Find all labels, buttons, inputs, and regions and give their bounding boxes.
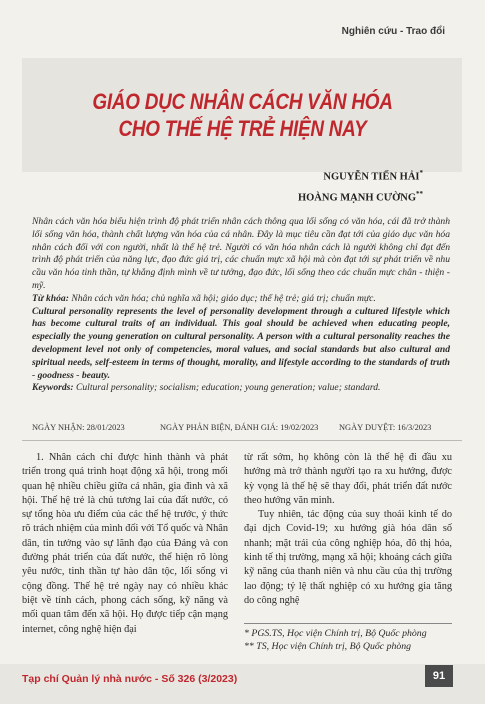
footnote-divider — [244, 623, 452, 624]
keywords-vietnamese: Từ khóa: Nhân cách văn hóa; chủ nghĩa xã hội; giáo dục; thế hệ trẻ; giá trị; chuẩn mực. — [32, 292, 376, 304]
journal-footer: Tạp chí Quản lý nhà nước - Số 326 (3/2023) — [22, 673, 238, 685]
title-line-1: GIÁO DỤC NHÂN CÁCH VĂN HÓA — [92, 89, 393, 114]
body-column-right — [244, 451, 452, 608]
date-reviewed: NGÀY PHẢN BIỆN, ĐÁNH GIÁ: 19/02/2023 — [160, 423, 319, 432]
author-2: HOÀNG MẠNH CƯỜNG** — [297, 189, 423, 203]
date-received: NGÀY NHẬN: 28/01/2023 — [32, 423, 125, 432]
body-paragraph: 1. Nhân cách chỉ được hình thành và phát triển trong quá trình hoạt động xã hội, trong mối quan hệ nhiều chiều giữa cá nhân, gia đình và xã hội. Thế hệ trẻ là chủ tương lai của đất nước, có sự tổng hòa ưu điểm của các thế hệ trước, ý thức rõ trách nhiệm của mình đối với Tổ quốc và Nhân dân, tin tưởng vào sự lãnh đạo của Đảng và con đường phát triển của đất nước, thể hiện rõ lòng yêu nước, tinh thần tự hào dân tộc, lối sống vì cộng đồng. Thế hệ trẻ ngày nay có nhiều khác biệt về tính cách, phong cách sống, kỹ năng và mối quan tâm đến xã hội. Họ được tiếp cận mạng internet, công nghệ hiện đại — [22, 452, 228, 635]
dates-divider — [22, 440, 462, 441]
abstract-english: Cultural personality represents the level of personality development through a cultured lifestyle which has become cultural traits of an individual. This goal should be achieved when educating people, especially the young generation on cultural personality. A person with a cultural personality reaches the development level not only of competencies, moral values, and social standards but also cultural and spiritual needs, self-esteem in terms of thought, morality, and lifestyle according to the standards of truth - goodness - beauty. — [32, 305, 450, 381]
abstract-vietnamese: Nhân cách văn hóa biểu hiện trình độ phát triển nhân cách thông qua lối sống có văn hóa, cái đã trở thành lối sống văn hóa, thành chất lượng văn hóa của cá nhân. Đây là mục tiêu cần đạt tới của giáo dục văn hóa nhân cách đối với con người, nhất là thế hệ trẻ. Người có văn hóa nhân cách là người không chỉ đạt đến trình độ phát triển của năng lực, đạo đức giá trị, các chuẩn mực xã hội mà còn đạt tới sự phát triển về nhu cầu văn hóa tinh thần, tự khẳng định mình về tư tưởng, đạo đức, lối sống theo các chuẩn mực chân - thiện - mỹ. — [32, 216, 450, 291]
section-header: Nghiên cứu - Trao đổi — [341, 26, 445, 37]
footnote-2: ** TS, Học viện Chính trị, Bộ Quốc phòng — [244, 641, 412, 652]
footnotes — [244, 627, 459, 653]
author-list — [298, 165, 423, 206]
body-paragraph: từ rất sớm, họ không còn là thế hệ đi đầu xu hướng mà trở thành người tạo ra xu hướng, được kỳ vọng là thế hệ sẽ thay đổi, phát triển đất nước theo hướng văn minh. — [244, 452, 452, 506]
author-1: NGUYỄN TIẾN HẢI* — [323, 169, 423, 183]
article-title — [34, 88, 451, 142]
date-approved: NGÀY DUYỆT: 16/3/2023 — [339, 423, 432, 432]
title-line-2: CHO THẾ HỆ TRẺ HIỆN NAY — [118, 116, 367, 141]
body-paragraph: Tuy nhiên, tác động của suy thoái kinh tế do đại dịch Covid-19; xu hướng già hóa dân số nhanh; mặt trái của công nghiệp hóa, đô thị hóa, kinh tế thị trường, mạng xã hội; khoảng cách giữa kỹ năng của thanh niên và nhu cầu của thị trường lao động; tỷ lệ thất nghiệp có xu hướng gia tăng do công nghệ — [244, 509, 452, 606]
page-number: 91 — [425, 665, 453, 687]
footnote-1: * PGS.TS, Học viện Chính trị, Bộ Quốc phòng — [244, 628, 427, 639]
abstract — [32, 216, 450, 395]
body-column-left — [22, 451, 228, 637]
keywords-english: Keywords: Cultural personality; socialism; education; young generation; value; standard. — [32, 382, 381, 394]
